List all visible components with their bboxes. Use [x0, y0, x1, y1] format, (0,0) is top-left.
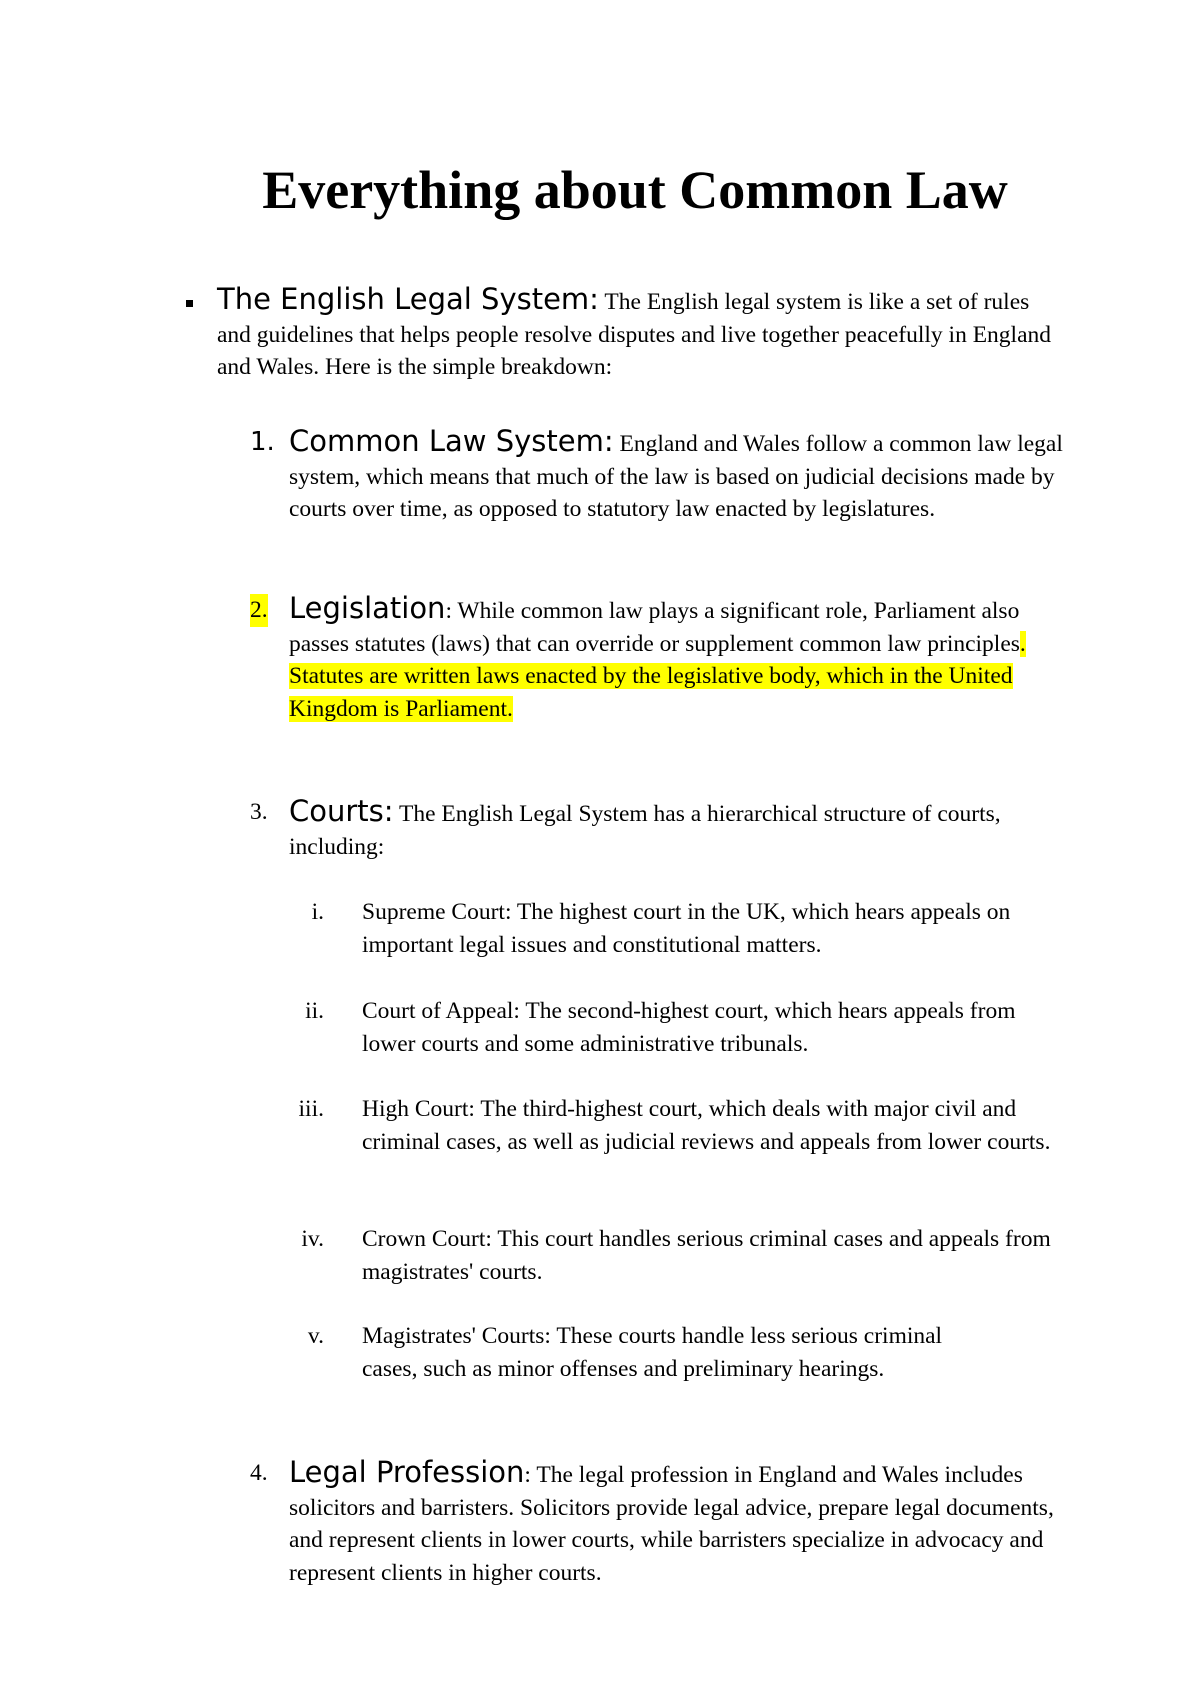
item-legislation	[289, 592, 1041, 725]
intro-text: The English legal system is like a set of rules and guidelines that helps people resolve disputes and live together peacefully in England and Wales. Here is the simple breakdown:	[217, 289, 1052, 381]
item-text-legal-profession: : The legal profession in England and Wales includes solicitors and barristers. Solicitors provide legal advice, prepare legal documents, and represent clients in lower courts, while barristers specialize in advocacy and represent clients in higher courts.	[289, 1462, 1054, 1586]
item-common-law-system	[289, 425, 1074, 526]
court-numeral-iv: iv.	[301, 1226, 324, 1252]
court-magistrates-courts: Magistrates' Courts: These courts handle less serious criminal cases, such as minor offenses and preliminary hearings.	[362, 1323, 943, 1382]
item-heading-legal-profession: Legal Profession	[289, 1455, 525, 1489]
court-numeral-v: v.	[307, 1323, 324, 1349]
item-heading-common-law-system: Common Law System:	[289, 424, 614, 458]
item-heading-legislation: Legislation	[289, 591, 446, 625]
item-number-2: 2.	[250, 594, 268, 627]
item-number-1: 1.	[250, 427, 275, 457]
item-number-4: 4.	[250, 1460, 268, 1486]
court-crown-court: Crown Court: This court handles serious criminal cases and appeals from magistrates' courts.	[362, 1226, 1051, 1285]
item-text-common-law-system: England and Wales follow a common law legal system, which means that much of the law is based on judicial decisions made by courts over time, as opposed to statutory law enacted by legislatures.	[289, 431, 1063, 523]
item-number-3: 3.	[250, 799, 268, 825]
court-numeral-ii: ii.	[305, 998, 324, 1024]
court-numeral-i: i.	[311, 899, 324, 925]
court-supreme-court: Supreme Court: The highest court in the UK, which hears appeals on important legal issues and constitutional matters.	[362, 899, 1011, 958]
court-court-of-appeal: Court of Appeal: The second-highest court, which hears appeals from lower courts and some administrative tribunals.	[362, 998, 1016, 1057]
item-heading-courts: Courts:	[289, 794, 394, 828]
item-courts	[289, 795, 1069, 863]
highlighted-statutes-text: . Statutes are written laws enacted by the legislative body, which in the United Kingdom is Parliament.	[289, 630, 1026, 722]
item-legal-profession	[289, 1456, 1079, 1589]
court-high-court: High Court: The third-highest court, which deals with major civil and criminal cases, as well as judicial reviews and appeals from lower courts.	[362, 1096, 1051, 1155]
court-numeral-iii: iii.	[298, 1096, 324, 1122]
document-title: Everything about Common Law	[262, 160, 1008, 220]
intro-heading: The English Legal System:	[217, 282, 599, 316]
intro-paragraph	[217, 283, 1052, 384]
item-text-legislation: : While common law plays a significant role, Parliament also passes statutes (laws) that can override or supplement common law principles	[289, 598, 1020, 657]
square-bullet-icon	[186, 300, 193, 307]
item-text-courts: The English Legal System has a hierarchical structure of courts, including:	[289, 801, 1001, 860]
